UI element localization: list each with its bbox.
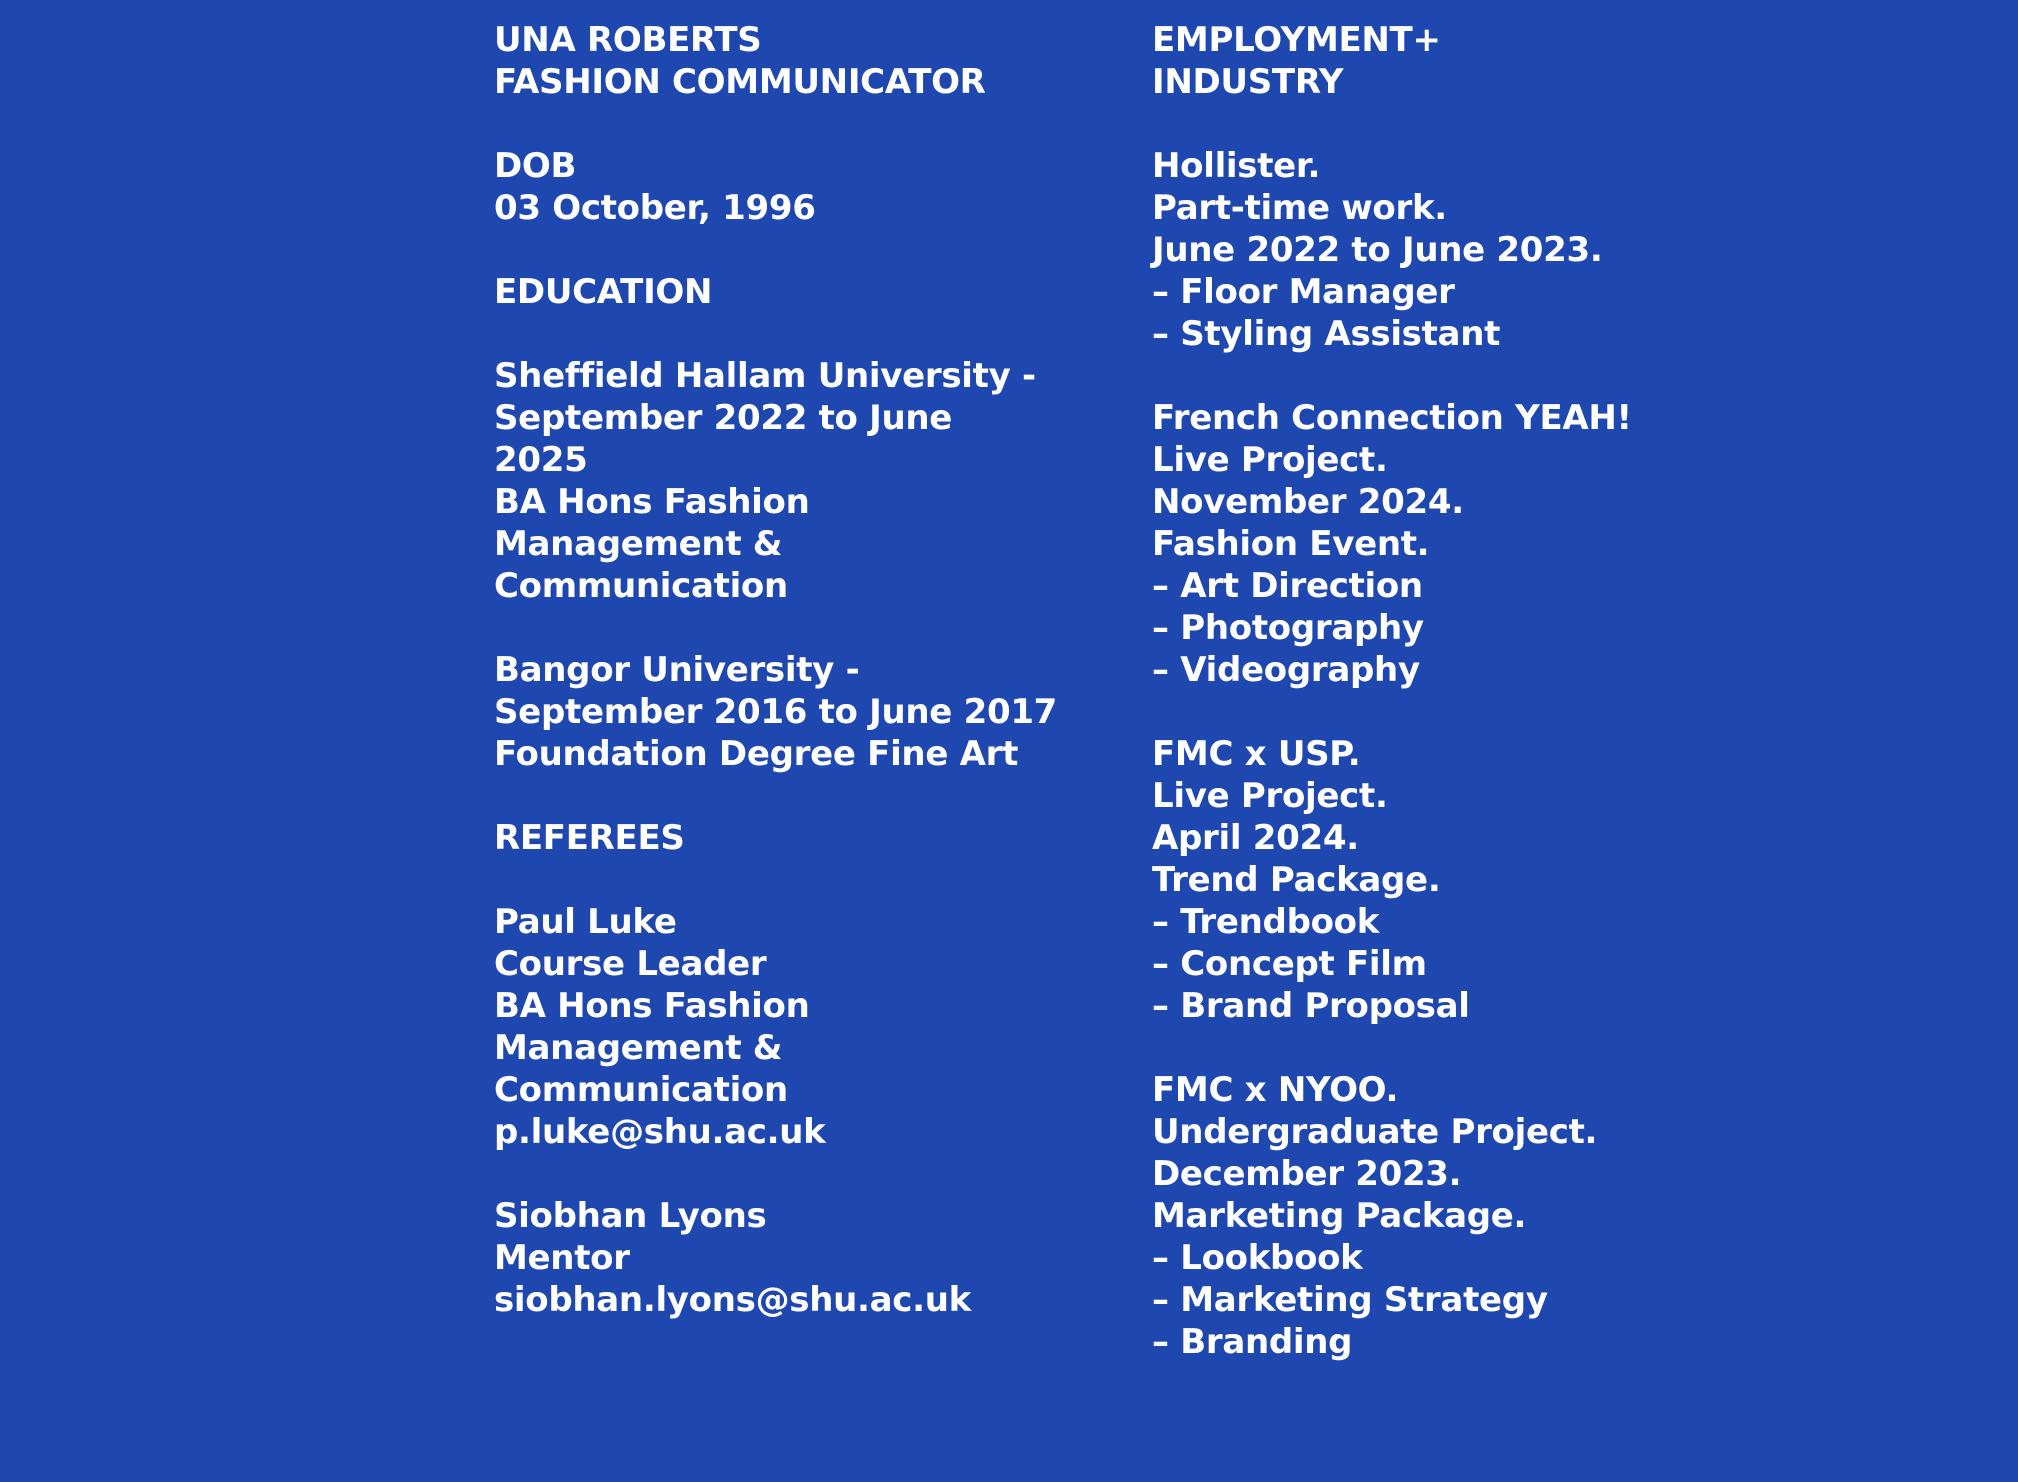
employment-line: Live Project.	[1152, 776, 1388, 816]
employment-line: April 2024.	[1152, 818, 1359, 858]
education-line: BA Hons Fashion	[494, 482, 810, 522]
spacer	[494, 607, 1094, 649]
spacer	[1152, 103, 1872, 145]
employment-line: – Branding	[1152, 1322, 1353, 1362]
referee-email[interactable]: p.luke@shu.ac.uk	[494, 1112, 826, 1152]
employment-line: – Art Direction	[1152, 566, 1423, 606]
spacer	[1152, 355, 1872, 397]
employment-line: – Videography	[1152, 650, 1420, 690]
employment-line: December 2023.	[1152, 1154, 1462, 1194]
education-entry-sheffield	[494, 355, 1094, 607]
employment-line: – Concept Film	[1152, 944, 1427, 984]
employment-line: – Floor Manager	[1152, 272, 1455, 312]
employment-line: Trend Package.	[1152, 860, 1441, 900]
spacer	[494, 775, 1094, 817]
referees-heading: REFEREES	[494, 818, 685, 858]
education-line: September 2016 to June 2017	[494, 692, 1058, 732]
referee-line: BA Hons Fashion	[494, 986, 810, 1026]
referee-line: Paul Luke	[494, 902, 677, 942]
employment-line: Marketing Package.	[1152, 1196, 1527, 1236]
referee-line: Management &	[494, 1028, 783, 1068]
employment-entry-fmc-usp	[1152, 733, 1872, 1027]
employment-line: – Marketing Strategy	[1152, 1280, 1548, 1320]
education-heading: EDUCATION	[494, 272, 713, 312]
employment-line: Live Project.	[1152, 440, 1388, 480]
employment-line: – Styling Assistant	[1152, 314, 1501, 354]
referee-line: Mentor	[494, 1238, 630, 1278]
spacer	[494, 859, 1094, 901]
spacer	[1152, 691, 1872, 733]
employment-heading: EMPLOYMENT+	[1152, 20, 1441, 60]
referee-entry-paul-luke	[494, 901, 1094, 1153]
person-role: FASHION COMMUNICATOR	[494, 62, 986, 102]
employment-line: Undergraduate Project.	[1152, 1112, 1598, 1152]
employment-line: Fashion Event.	[1152, 524, 1430, 564]
employment-line: Hollister.	[1152, 146, 1321, 186]
dob-value: 03 October, 1996	[494, 188, 816, 228]
right-column	[1152, 19, 1872, 1363]
education-line: 2025	[494, 440, 588, 480]
education-line: Foundation Degree Fine Art	[494, 734, 1019, 774]
referee-entry-siobhan-lyons	[494, 1195, 1094, 1321]
employment-entry-french-connection	[1152, 397, 1872, 691]
employment-entry-hollister	[1152, 145, 1872, 355]
referee-line: Course Leader	[494, 944, 767, 984]
dob-heading: DOB	[494, 146, 577, 186]
referee-line: Communication	[494, 1070, 788, 1110]
education-line: September 2022 to June	[494, 398, 953, 438]
employment-line: November 2024.	[1152, 482, 1464, 522]
spacer	[494, 313, 1094, 355]
education-entry-bangor	[494, 649, 1094, 775]
employment-line: – Trendbook	[1152, 902, 1380, 942]
employment-line: FMC x USP.	[1152, 734, 1361, 774]
employment-line: – Brand Proposal	[1152, 986, 1470, 1026]
employment-heading-line2: INDUSTRY	[1152, 62, 1344, 102]
spacer	[1152, 1027, 1872, 1069]
spacer	[494, 229, 1094, 271]
education-line: Sheffield Hallam University -	[494, 356, 1036, 396]
person-name: UNA ROBERTS	[494, 20, 762, 60]
referee-email[interactable]: siobhan.lyons@shu.ac.uk	[494, 1280, 971, 1320]
education-line: Communication	[494, 566, 788, 606]
education-line: Bangor University -	[494, 650, 860, 690]
referee-line: Siobhan Lyons	[494, 1196, 767, 1236]
employment-line: FMC x NYOO.	[1152, 1070, 1399, 1110]
employment-line: Part-time work.	[1152, 188, 1447, 228]
employment-line: French Connection YEAH!	[1152, 398, 1632, 438]
employment-line: – Lookbook	[1152, 1238, 1363, 1278]
employment-line: – Photography	[1152, 608, 1424, 648]
spacer	[494, 1153, 1094, 1195]
employment-line: June 2022 to June 2023.	[1152, 230, 1603, 270]
left-column	[494, 19, 1094, 1321]
spacer	[494, 103, 1094, 145]
education-line: Management &	[494, 524, 783, 564]
employment-entry-fmc-nyoo	[1152, 1069, 1872, 1363]
